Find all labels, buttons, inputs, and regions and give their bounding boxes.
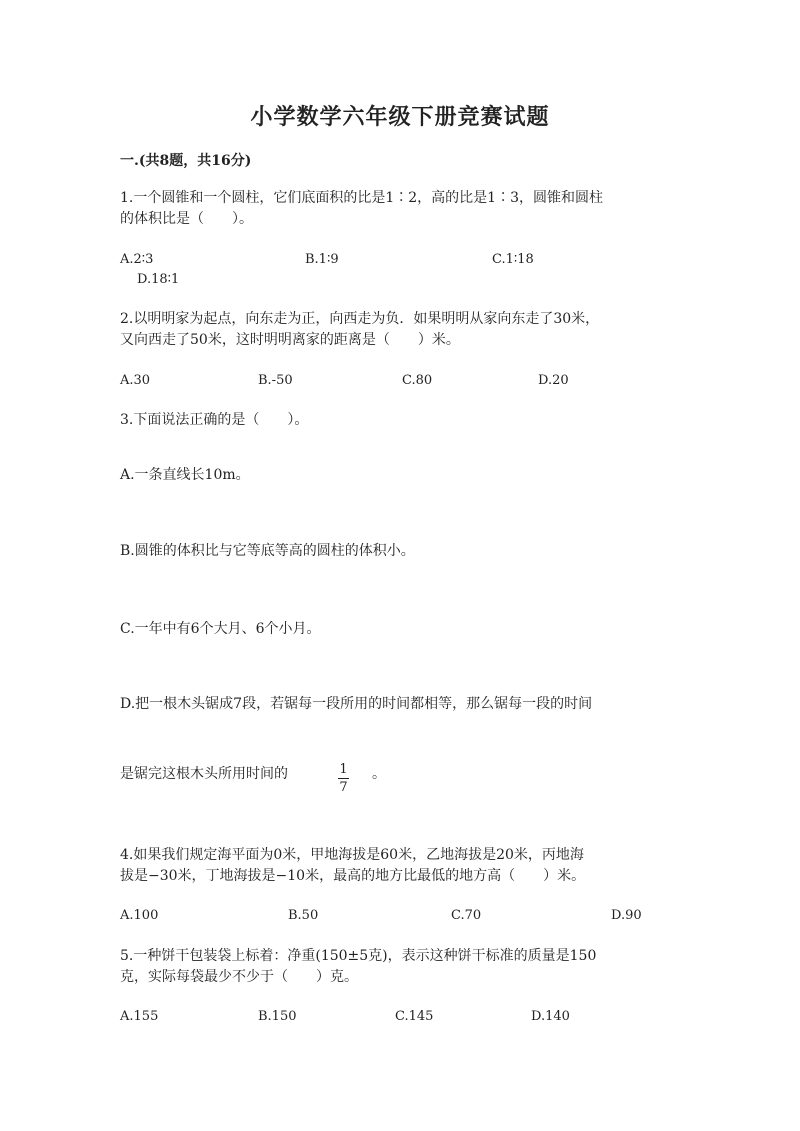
fraction-numerator: 1 xyxy=(339,762,348,777)
question-3-option-d-line-2: 是锯完这根木头所用时间的 xyxy=(120,766,288,782)
question-5-line-2: 克，实际每袋最少不少于（ ）克。 xyxy=(120,969,358,985)
question-4-option-b: B.50 xyxy=(288,908,319,923)
question-4-option-a: A.100 xyxy=(120,908,159,923)
page-title: 小学数学六年级下册竞赛试题 xyxy=(250,104,550,130)
question-1-option-c: C.1∶18 xyxy=(492,252,534,267)
section-heading: 一.(共8题，共16分) xyxy=(120,153,252,169)
question-2-option-c: C.80 xyxy=(402,373,433,388)
question-2-line-2: 又向西走了50米，这时明明离家的距离是（ ）米。 xyxy=(120,332,460,348)
question-1-option-d: D.18∶1 xyxy=(137,272,180,287)
question-4-line-1: 4.如果我们规定海平面为0米，甲地海拔是60米，乙地海拔是20米，丙地海 xyxy=(120,847,584,863)
fraction-one-seventh xyxy=(338,758,349,795)
question-2-option-b: B.-50 xyxy=(258,373,293,388)
question-2-option-d: D.20 xyxy=(538,373,569,388)
question-5-option-d: D.140 xyxy=(531,1009,570,1024)
question-2-option-a: A.30 xyxy=(120,373,151,388)
question-3-option-a: A.一条直线长10m。 xyxy=(120,467,250,483)
question-4-option-c: C.70 xyxy=(451,908,482,923)
question-1-option-b: B.1∶9 xyxy=(305,252,339,267)
question-5-option-a: A.155 xyxy=(120,1009,159,1024)
question-1-option-a: A.2∶3 xyxy=(120,252,154,267)
question-3-option-c: C.一年中有6个大月、6个小月。 xyxy=(120,621,321,637)
question-4-line-2: 拔是−30米，丁地海拔是−10米，最高的地方比最低的地方高（ ）米。 xyxy=(120,868,586,884)
question-3-option-d-end: 。 xyxy=(372,766,386,782)
question-3-option-b: B.圆锥的体积比与它等底等高的圆柱的体积小。 xyxy=(120,543,415,559)
question-5-option-b: B.150 xyxy=(258,1009,297,1024)
question-1-line-1: 1.一个圆锥和一个圆柱，它们底面积的比是1∶2，高的比是1∶3，圆锥和圆柱 xyxy=(120,190,603,206)
question-5-option-c: C.145 xyxy=(395,1009,434,1024)
question-5-line-1: 5.一种饼干包装袋上标着：净重(150±5克)，表示这种饼干标准的质量是150 xyxy=(120,948,597,964)
question-2-line-1: 2.以明明家为起点，向东走为正，向西走为负．如果明明从家向东走了30米， xyxy=(120,311,600,327)
question-4-option-d: D.90 xyxy=(611,908,642,923)
fraction-denominator: 7 xyxy=(339,780,348,795)
fraction-bar xyxy=(338,778,349,779)
question-3-stem: 3.下面说法正确的是（ ）。 xyxy=(120,412,309,428)
question-3-option-d-line-1: D.把一根木头锯成7段，若锯每一段所用的时间都相等，那么锯每一段的时间 xyxy=(120,696,593,712)
question-1-line-2: 的体积比是（ ）。 xyxy=(120,211,253,227)
